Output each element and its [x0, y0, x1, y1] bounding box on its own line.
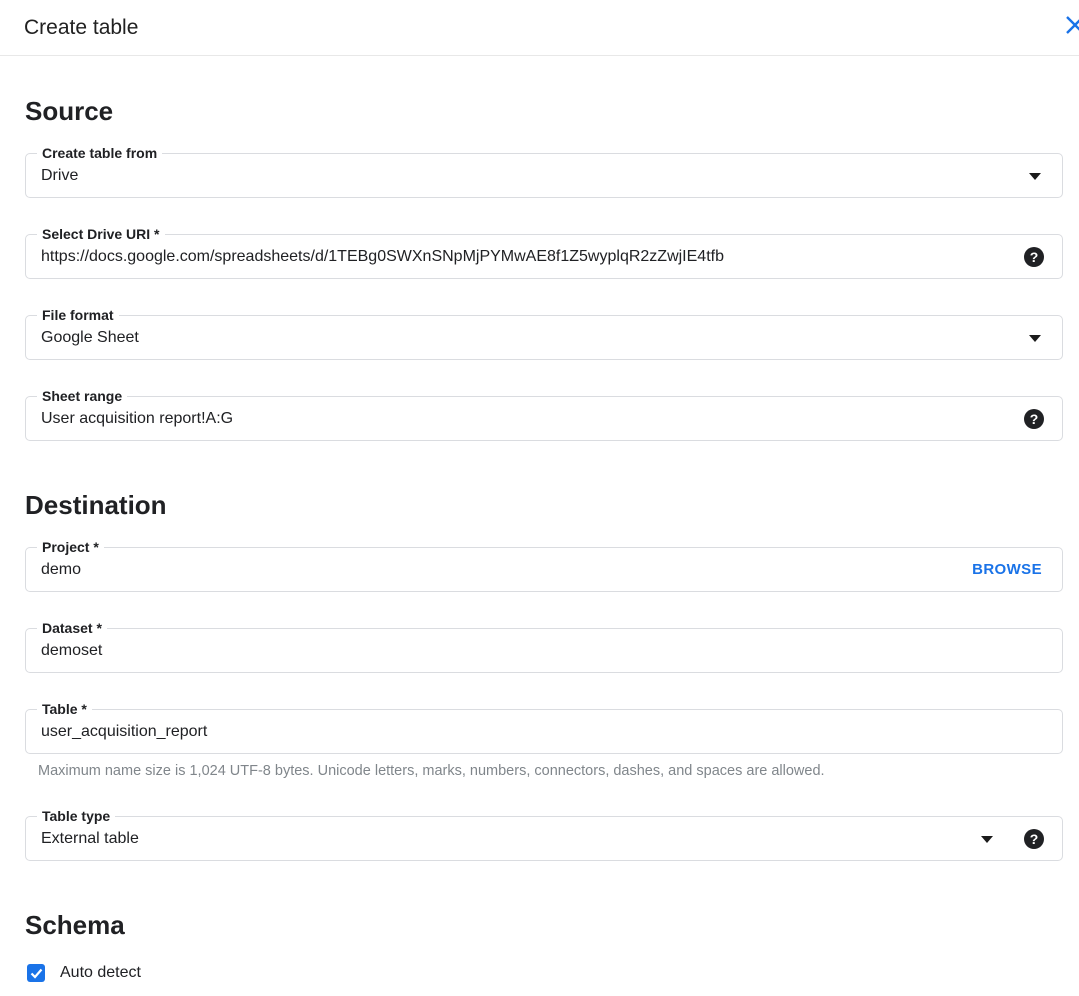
- destination-section-heading: Destination: [25, 490, 167, 520]
- drive-uri-input[interactable]: [25, 226, 1063, 279]
- help-icon[interactable]: ?: [1024, 409, 1044, 429]
- drive-uri-value[interactable]: https://docs.google.com/spreadsheets/d/1TEBg0SWXnSNpMjPYMwAE8f1Z5wyplqR2zZwjIE4tfb: [41, 248, 724, 265]
- table-name-input[interactable]: [25, 701, 1063, 754]
- dataset-input[interactable]: [25, 620, 1063, 673]
- auto-detect-checkbox[interactable]: [27, 964, 45, 982]
- table-name-hint: Maximum name size is 1,024 UTF-8 bytes. Unicode letters, marks, numbers, connectors, dashes, and spaces are allowed.: [38, 763, 825, 779]
- sheet-range-label: Sheet range: [37, 388, 127, 405]
- checkmark-icon: [30, 968, 43, 979]
- sheet-range-value[interactable]: User acquisition report!A:G: [41, 410, 234, 427]
- auto-detect-row[interactable]: [25, 964, 1063, 982]
- table-type-value[interactable]: External table: [41, 830, 139, 847]
- create-table-from-value[interactable]: Drive: [41, 167, 79, 184]
- create-table-form: [25, 96, 1063, 982]
- table-name-value[interactable]: user_acquisition_report: [41, 723, 208, 740]
- project-input[interactable]: [25, 539, 1063, 592]
- file-format-label: File format: [37, 307, 119, 324]
- schema-section-heading: Schema: [25, 910, 125, 940]
- project-value[interactable]: demo: [41, 561, 82, 578]
- table-type-select[interactable]: [25, 808, 1063, 861]
- dropdown-arrow-icon[interactable]: [1029, 173, 1041, 180]
- close-icon[interactable]: [1064, 14, 1079, 36]
- dropdown-arrow-icon[interactable]: [981, 836, 993, 843]
- create-table-from-select[interactable]: [25, 145, 1063, 198]
- file-format-select[interactable]: [25, 307, 1063, 360]
- help-icon[interactable]: ?: [1024, 829, 1044, 849]
- panel-header: [0, 0, 1079, 56]
- help-icon[interactable]: ?: [1024, 247, 1044, 267]
- dataset-value[interactable]: demoset: [41, 642, 103, 659]
- drive-uri-label: Select Drive URI *: [37, 226, 165, 243]
- browse-button[interactable]: BROWSE: [972, 561, 1042, 578]
- page-title: Create table: [24, 15, 139, 39]
- table-name-label: Table *: [37, 701, 92, 718]
- file-format-value[interactable]: Google Sheet: [41, 329, 139, 346]
- project-label: Project *: [37, 539, 104, 556]
- dropdown-arrow-icon[interactable]: [1029, 335, 1041, 342]
- dataset-label: Dataset *: [37, 620, 107, 637]
- create-table-from-label: Create table from: [37, 145, 162, 162]
- table-type-label: Table type: [37, 808, 115, 825]
- auto-detect-label[interactable]: Auto detect: [60, 964, 141, 981]
- source-section-heading: Source: [25, 96, 114, 126]
- sheet-range-input[interactable]: [25, 388, 1063, 441]
